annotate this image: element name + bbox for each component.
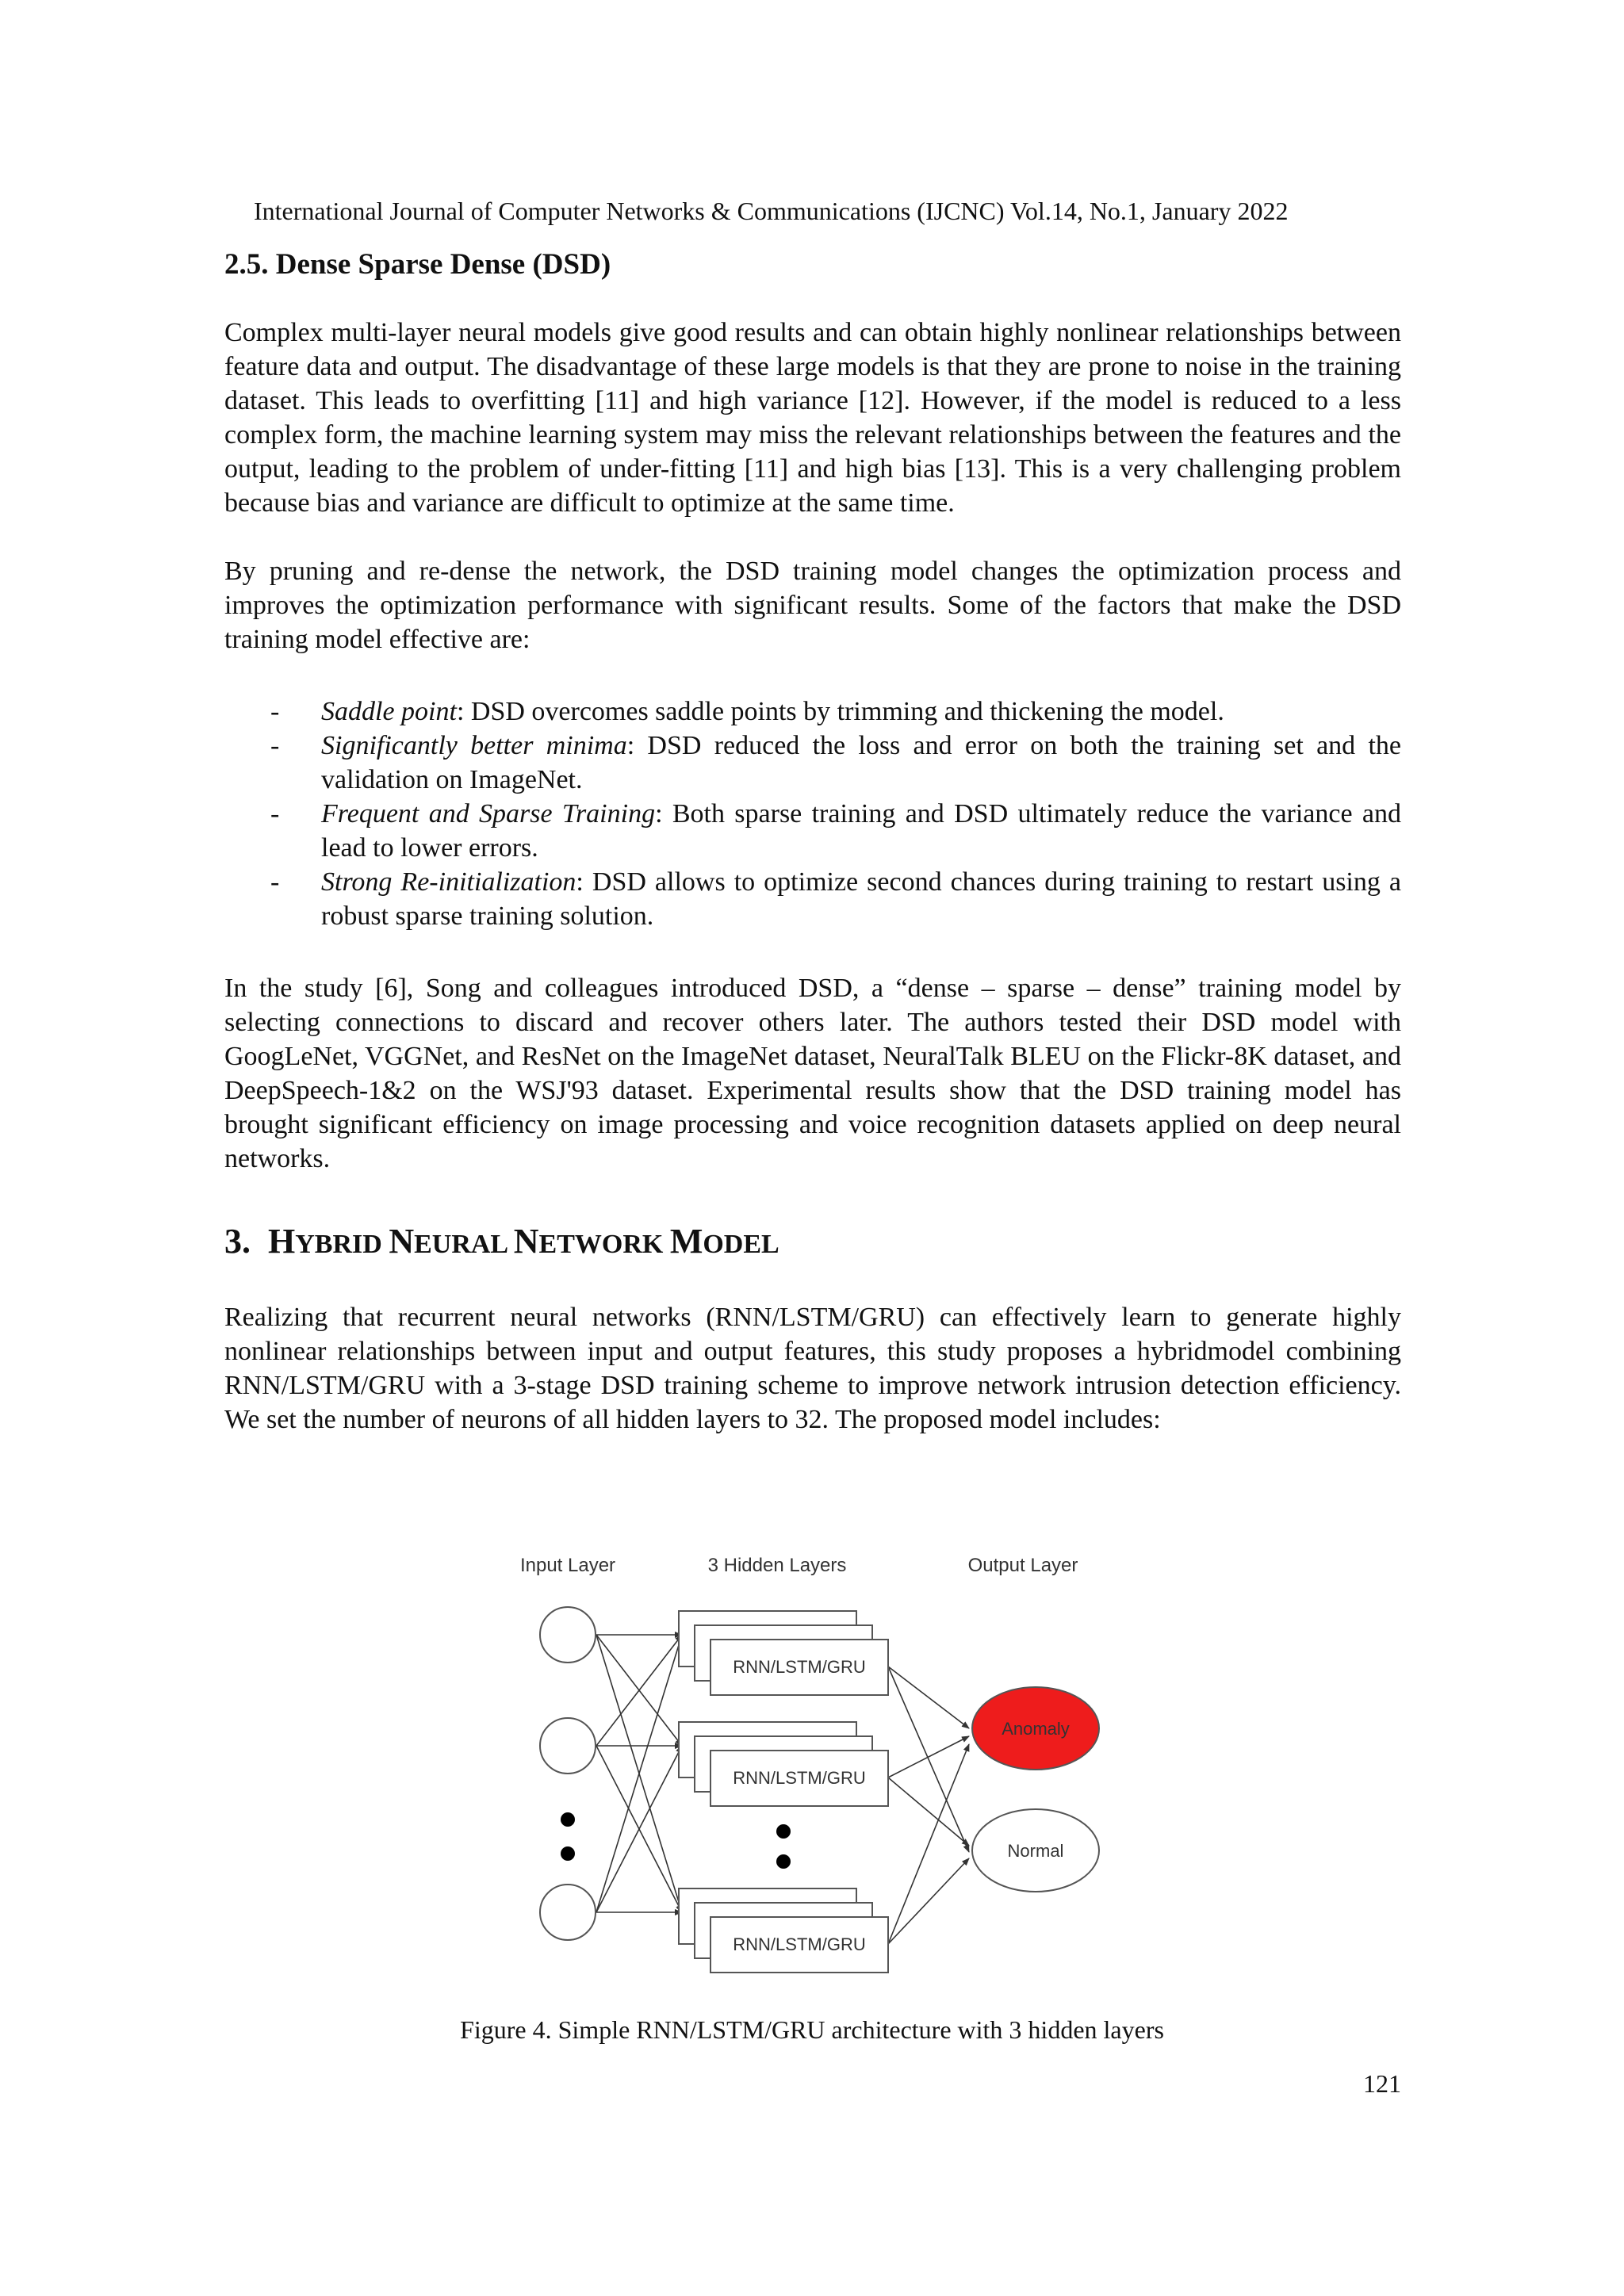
list-item-term: Saddle point	[321, 697, 457, 726]
list-dash: -	[270, 731, 280, 760]
section-2-5-paragraph-1: Complex multi-layer neural models give good results and can obtain highly nonlinear relationships between feature data and output. The disadvantage of these large models is that they are prone to noise in the training dataset. This leads to overfitting [11] and high variance [12]. However, if the model is reduced to a less complex form, the machine learning system may miss the relevant relationships between the features and the output, leading to the problem of under-fitting [11] and high bias [13]. This is a very challenging problem because bias and variance are difficult to optimize at the same time.	[224, 318, 1401, 518]
list-dash: -	[270, 867, 280, 897]
hidden-unit-stack	[679, 1888, 888, 1973]
page-number: 121	[1363, 2069, 1401, 2098]
list-item-term: Strong Re-initialization	[321, 867, 576, 897]
section-3-title-word: HYBRID	[268, 1222, 389, 1261]
architecture-figure	[508, 1546, 1110, 1990]
anomaly-label: Anomaly	[1002, 1719, 1070, 1739]
input-nodes	[540, 1607, 596, 1940]
hidden-unit-stack	[679, 1722, 888, 1806]
hidden-layers-label: 3 Hidden Layers	[707, 1555, 847, 1576]
section-2-5-paragraph-2: By pruning and re-dense the network, the DSD training model changes the optimization process and improves the optimization performance with significant results. Some of the factors that make the DSD training model effective are:	[224, 557, 1401, 654]
main-content	[224, 246, 1401, 1437]
list-item-text: : Both sparse training and DSD ultimately reduce the variance and lead to lower errors.	[321, 799, 1401, 863]
section-3-heading	[224, 1220, 1401, 1266]
hidden-unit-label: RNN/LSTM/GRU	[733, 1934, 866, 1954]
figure-caption: Figure 4. Simple RNN/LSTM/GRU architecture with 3 hidden layers	[460, 2015, 1164, 2044]
hidden-to-output-connections	[888, 1667, 969, 1944]
section-3-number: 3.	[224, 1222, 251, 1261]
hidden-unit-label: RNN/LSTM/GRU	[733, 1657, 866, 1677]
section-3-title-word: MODEL	[669, 1222, 779, 1261]
list-dash: -	[270, 697, 280, 726]
list-item	[224, 729, 1401, 797]
hidden-ellipsis-dots	[776, 1824, 791, 1869]
list-item-term: Significantly better minima	[321, 731, 627, 760]
input-node	[540, 1885, 596, 1940]
list-item	[224, 865, 1401, 933]
hidden-unit-stack	[679, 1611, 888, 1695]
section-2-5-paragraph-3: In the study [6], Song and colleagues introduced DSD, a “dense – sparse – dense” training model by selecting connections to discard and recover others later. The authors tested their DSD model with GoogLeNet, VGGNet, and ResNet on the ImageNet dataset, NeuralTalk BLEU on the Flickr-8K dataset, and DeepSpeech-1&2 on the WSJ'93 dataset. Experimental results show that the DSD training model has brought significant efficiency on image processing and voice recognition datasets applied on deep neural networks.	[224, 974, 1401, 1173]
list-item	[224, 797, 1401, 865]
output-layer-label: Output Layer	[967, 1555, 1078, 1576]
section-3-title-word: NETWORK	[513, 1222, 670, 1261]
input-node	[540, 1718, 596, 1774]
list-item-term: Frequent and Sparse Training	[321, 799, 656, 828]
list-item-text: : DSD overcomes saddle points by trimming and thickening the model.	[456, 697, 1224, 726]
input-node	[540, 1607, 596, 1663]
list-item-text: : DSD reduced the loss and error on both the training set and the validation on ImageNet.	[321, 731, 1401, 794]
section-3-paragraph-1: Realizing that recurrent neural networks (RNN/LSTM/GRU) can effectively learn to generate highly nonlinear relationships between input and output features, this study proposes a hybridmodel combining RNN/LSTM/GRU with a 3-stage DSD training scheme to improve network intrusion detection efficiency. We set the number of neurons of all hidden layers to 32. The proposed model includes:	[224, 1303, 1401, 1434]
normal-label: Normal	[1007, 1841, 1064, 1861]
running-header: International Journal of Computer Networks & Communications (IJCNC) Vol.14, No.1, January 2022	[254, 197, 1289, 225]
input-ellipsis-dots	[561, 1812, 575, 1861]
input-to-hidden-connections	[596, 1635, 682, 1912]
list-item	[224, 695, 1401, 729]
hidden-unit-label: RNN/LSTM/GRU	[733, 1768, 866, 1788]
dsd-factors-list	[224, 695, 1401, 933]
list-item-text: : DSD allows to optimize second chances during training to restart using a robust sparse training solution.	[321, 867, 1401, 931]
input-layer-label: Input Layer	[519, 1555, 616, 1576]
section-3-title-word: NEURAL	[389, 1222, 514, 1261]
section-2-5-heading: 2.5. Dense Sparse Dense (DSD)	[224, 248, 611, 281]
architecture-diagram	[508, 1546, 1110, 1990]
list-dash: -	[270, 799, 280, 828]
